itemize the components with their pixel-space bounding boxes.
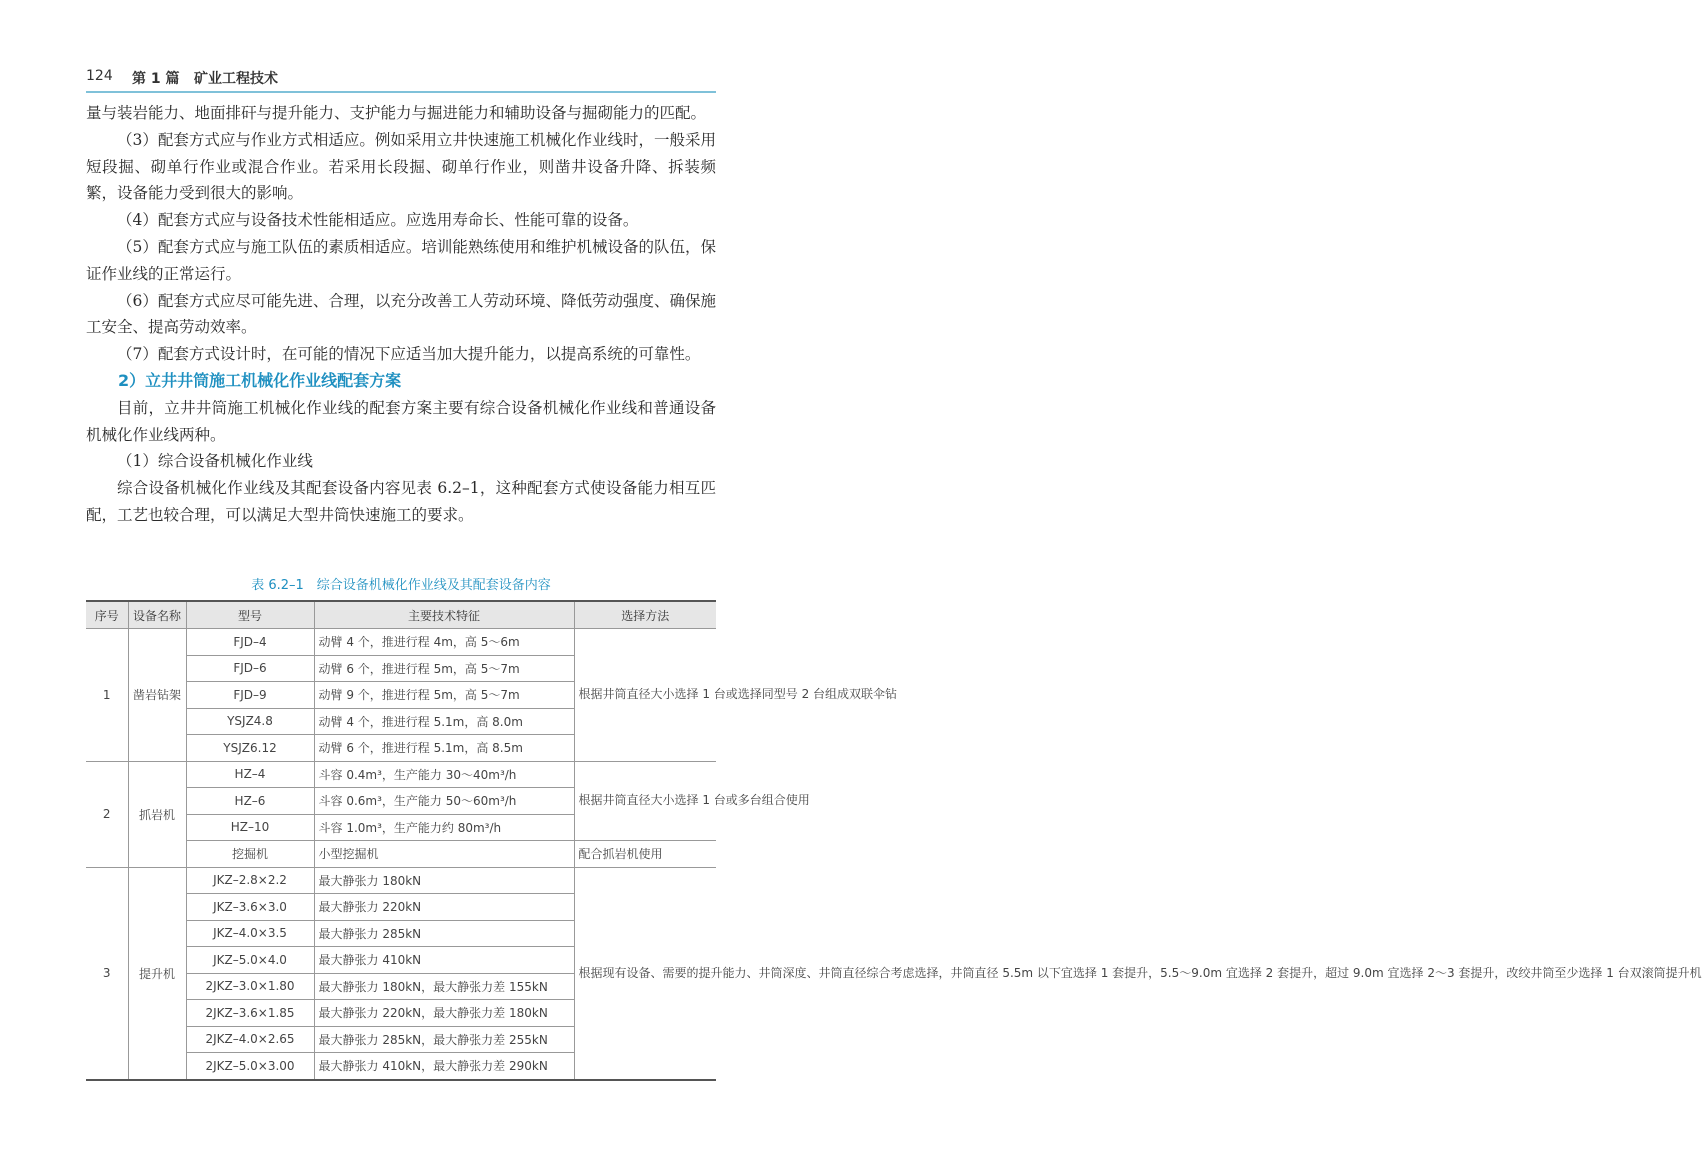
- table-row: [86, 867, 716, 894]
- row-number: 3: [86, 867, 128, 1080]
- model-cell: YSJZ4.8: [186, 708, 314, 735]
- row-number: 1: [86, 629, 128, 762]
- spec-cell: 动臂 4 个，推进行程 4m，高 5～6m: [314, 629, 574, 656]
- equipment-name: 凿岩钻架: [128, 629, 186, 762]
- equipment-table: [86, 600, 1702, 1081]
- spec-cell: 斗容 0.4m³，生产能力 30～40m³/h: [314, 761, 574, 788]
- model-cell: HZ–10: [186, 814, 314, 841]
- spec-cell: 最大静张力 410kN，最大静张力差 290kN: [314, 1053, 574, 1080]
- model-cell: JKZ–3.6×3.0: [186, 894, 314, 921]
- model-cell: 挖掘机: [186, 841, 314, 868]
- spec-cell: 最大静张力 220kN，最大静张力差 180kN: [314, 1000, 574, 1027]
- page-header: [86, 64, 716, 92]
- method-cell: 根据现有设备、需要的提升能力、井筒深度、井筒直径综合考虑选择，井筒直径 5.5m 以下宜选择 1 套提升，5.5～9.0m 宜选择 2 套提升，超过 9.0m 宜选择 2～3 套提升，改绞井筒至少选择 1 台双滚筒提升机: [574, 867, 716, 1080]
- spec-cell: 动臂 6 个，推进行程 5m，高 5～7m: [314, 655, 574, 682]
- model-cell: HZ–6: [186, 788, 314, 815]
- equipment-name: 提升机: [128, 867, 186, 1080]
- paragraph: （4）配套方式应与设备技术性能相适应。应选用寿命长、性能可靠的设备。: [117, 211, 639, 230]
- spec-cell: 最大静张力 285kN，最大静张力差 255kN: [314, 1026, 574, 1053]
- method-cell: 根据井筒直径大小选择 1 台或多台组合使用: [574, 761, 716, 841]
- header-rule: [86, 91, 716, 93]
- paragraph: 目前，立井井筒施工机械化作业线的配套方案主要有综合设备机械化作业线和普通设备机械化作业线两种。: [86, 398, 716, 444]
- model-cell: FJD–9: [186, 682, 314, 709]
- spec-cell: 斗容 1.0m³，生产能力约 80m³/h: [314, 814, 574, 841]
- column-header: 主要技术特征: [314, 601, 574, 629]
- spec-cell: 最大静张力 180kN: [314, 867, 574, 894]
- column-header: 型号: [186, 601, 314, 629]
- table-row: [86, 761, 716, 788]
- section-heading: 2）立井井筒施工机械化作业线配套方案: [118, 370, 402, 390]
- part-label: 第 1 篇: [132, 71, 180, 87]
- model-cell: HZ–4: [186, 761, 314, 788]
- paragraph: （3）配套方式应与作业方式相适应。例如采用立井快速施工机械化作业线时，一般采用短段掘、砌单行作业或混合作业。若采用长段掘、砌单行作业，则凿井设备升降、拆装频繁，设备能力受到很大的影响。: [86, 130, 716, 203]
- spec-cell: 最大静张力 220kN: [314, 894, 574, 921]
- model-cell: JKZ–4.0×3.5: [186, 920, 314, 947]
- paragraph: 量与装岩能力、地面排矸与提升能力、支护能力与掘进能力和辅助设备与掘砌能力的匹配。: [86, 104, 707, 122]
- model-cell: JKZ–2.8×2.2: [186, 867, 314, 894]
- subsection-title: （1）综合设备机械化作业线: [117, 452, 313, 471]
- paragraph: （5）配套方式应与施工队伍的素质相适应。培训能熟练使用和维护机械设备的队伍，保证作业线的正常运行。: [86, 237, 716, 283]
- column-header: 选择方法: [574, 601, 716, 629]
- method-cell: 根据井筒直径大小选择 1 台或选择同型号 2 台组成双联伞钻: [574, 629, 716, 762]
- equipment-name: 抓岩机: [128, 761, 186, 867]
- table-header-row: [86, 601, 716, 629]
- model-cell: FJD–6: [186, 655, 314, 682]
- spec-cell: 动臂 9 个，推进行程 5m，高 5～7m: [314, 682, 574, 709]
- model-cell: 2JKZ–3.0×1.80: [186, 973, 314, 1000]
- part-title: 矿业工程技术: [194, 71, 278, 87]
- paragraph: （6）配套方式应尽可能先进、合理，以充分改善工人劳动环境、降低劳动强度、确保施工安全、提高劳动效率。: [86, 291, 716, 337]
- method-cell: 配合抓岩机使用: [574, 841, 716, 868]
- paragraph: 综合设备机械化作业线及其配套设备内容见表 6.2–1，这种配套方式使设备能力相互匹配，工艺也较合理，可以满足大型井筒快速施工的要求。: [86, 479, 716, 524]
- spec-cell: 最大静张力 180kN，最大静张力差 155kN: [314, 973, 574, 1000]
- table-row: [86, 629, 716, 656]
- model-cell: 2JKZ–4.0×2.65: [186, 1026, 314, 1053]
- spec-cell: 动臂 4 个，推进行程 5.1m，高 8.0m: [314, 708, 574, 735]
- column-header: 设备名称: [128, 601, 186, 629]
- spec-cell: 动臂 6 个，推进行程 5.1m，高 8.5m: [314, 735, 574, 762]
- model-cell: YSJZ6.12: [186, 735, 314, 762]
- model-cell: 2JKZ–3.6×1.85: [186, 1000, 314, 1027]
- spec-cell: 最大静张力 285kN: [314, 920, 574, 947]
- column-header: 序号: [86, 601, 128, 629]
- table-caption: 表 6.2–1 综合设备机械化作业线及其配套设备内容: [251, 578, 551, 593]
- spec-cell: 最大静张力 410kN: [314, 947, 574, 974]
- row-number: 2: [86, 761, 128, 867]
- paragraph: （7）配套方式设计时，在可能的情况下应适当加大提升能力，以提高系统的可靠性。: [117, 345, 701, 364]
- model-cell: 2JKZ–5.0×3.00: [186, 1053, 314, 1080]
- model-cell: JKZ–5.0×4.0: [186, 947, 314, 974]
- spec-cell: 斗容 0.6m³，生产能力 50～60m³/h: [314, 788, 574, 815]
- body-text: [86, 100, 716, 529]
- model-cell: FJD–4: [186, 629, 314, 656]
- page-number: 124: [86, 68, 113, 84]
- spec-cell: 小型挖掘机: [314, 841, 574, 868]
